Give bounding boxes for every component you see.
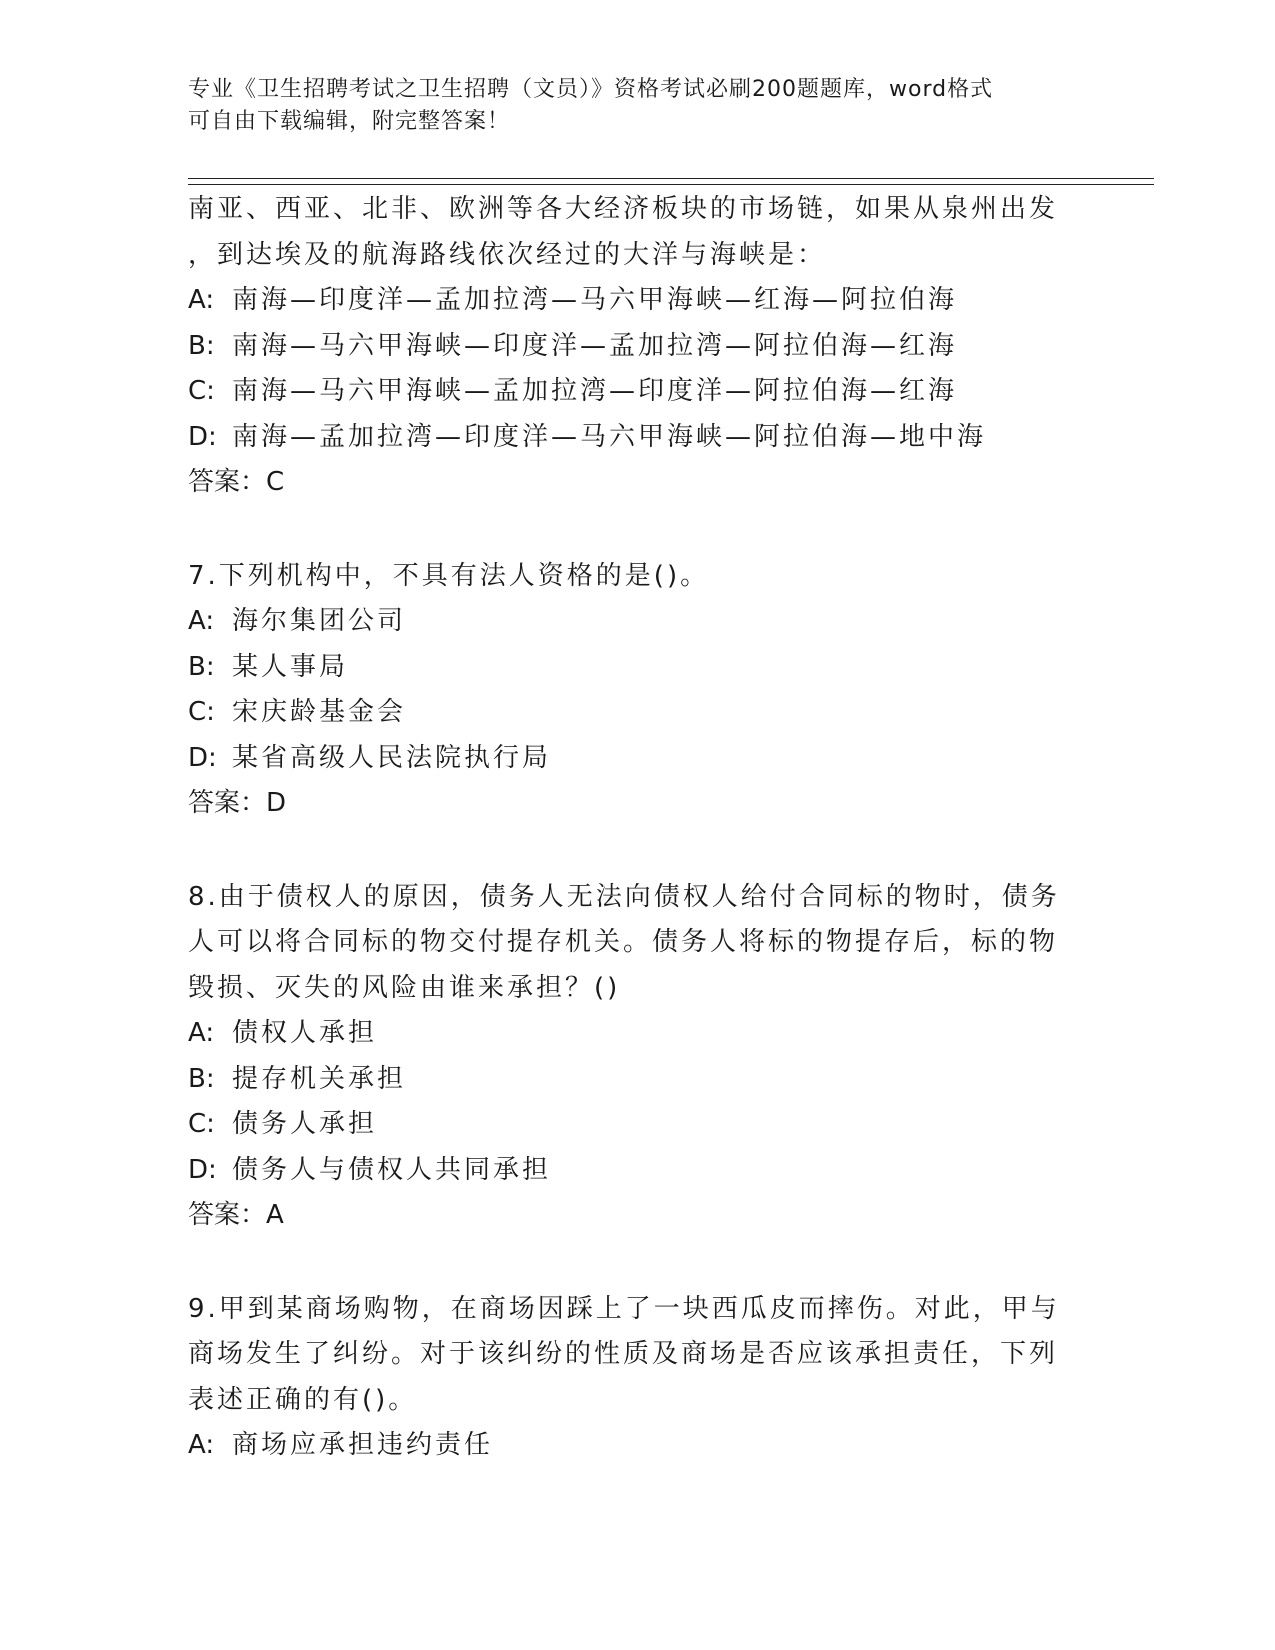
option-b bbox=[188, 1057, 1068, 1103]
option-label: A: bbox=[188, 1430, 215, 1460]
question-stem-line: 人可以将合同标的物交付提存机关。债务人将标的物提存后，标的物 bbox=[188, 927, 1059, 957]
option-text: 债务人与债权人共同承担 bbox=[232, 1154, 552, 1185]
option-label: C: bbox=[188, 1109, 215, 1139]
question-spacer bbox=[188, 827, 1068, 875]
header-line-1: 专业《卫生招聘考试之卫生招聘（文员）》资格考试必刷200题题库，word格式 bbox=[188, 77, 994, 102]
option-text: 某人事局 bbox=[232, 651, 349, 682]
option-d bbox=[188, 1148, 1068, 1194]
option-text: 债权人承担 bbox=[232, 1018, 378, 1048]
option-text: 南海—孟加拉湾—印度洋—马六甲海峡—阿拉伯海—地中海 bbox=[232, 421, 987, 452]
option-d bbox=[188, 415, 1068, 461]
question-7 bbox=[188, 554, 1068, 827]
option-c bbox=[188, 690, 1068, 736]
option-text: 债务人承担 bbox=[232, 1109, 378, 1139]
option-b bbox=[188, 645, 1068, 691]
option-text: 宋庆龄基金会 bbox=[232, 697, 407, 727]
question-stem-line: 商场发生了纠纷。对于该纠纷的性质及商场是否应该承担责任，下列 bbox=[188, 1339, 1059, 1369]
header-line-2: 可自由下载编辑，附完整答案！ bbox=[188, 109, 511, 134]
option-text: 某省高级人民法院执行局 bbox=[232, 742, 552, 773]
question-list bbox=[188, 187, 1068, 1469]
option-c bbox=[188, 369, 1068, 415]
option-text: 南海—马六甲海峡—印度洋—孟加拉湾—阿拉伯海—红海 bbox=[232, 330, 958, 361]
option-label: A: bbox=[188, 606, 215, 636]
option-text: 南海—印度洋—孟加拉湾—马六甲海峡—红海—阿拉伯海 bbox=[232, 285, 958, 315]
question-stem-line: 毁损、灭失的风险由谁来承担？() bbox=[188, 972, 621, 1003]
option-a bbox=[188, 599, 1068, 645]
option-label: D: bbox=[188, 742, 217, 773]
option-a bbox=[188, 1423, 1068, 1469]
option-label: D: bbox=[188, 421, 217, 452]
option-a bbox=[188, 278, 1068, 324]
option-label: A: bbox=[188, 285, 215, 315]
option-label: B: bbox=[188, 651, 215, 682]
header-divider-top bbox=[188, 178, 1154, 179]
question-stem-line: ，到达埃及的航海路线依次经过的大洋与海峡是： bbox=[188, 239, 827, 270]
option-label: C: bbox=[188, 376, 215, 406]
question-6 bbox=[188, 187, 1068, 506]
question-stem-line: 南亚、西亚、北非、欧洲等各大经济板块的市场链，如果从泉州出发 bbox=[188, 194, 1059, 224]
option-b bbox=[188, 324, 1068, 370]
option-label: D: bbox=[188, 1154, 217, 1185]
option-label: A: bbox=[188, 1018, 215, 1048]
question-spacer bbox=[188, 1239, 1068, 1287]
question-stem-line: 7.下列机构中，不具有法人资格的是()。 bbox=[188, 560, 710, 591]
answer-line: 答案：C bbox=[188, 467, 285, 497]
option-d bbox=[188, 736, 1068, 782]
option-label: C: bbox=[188, 697, 215, 727]
question-stem-line: 9.甲到某商场购物，在商场因踩上了一块西瓜皮而摔伤。对此，甲与 bbox=[188, 1293, 1060, 1324]
option-a bbox=[188, 1011, 1068, 1057]
option-text: 南海—马六甲海峡—孟加拉湾—印度洋—阿拉伯海—红海 bbox=[232, 376, 958, 406]
option-text: 提存机关承担 bbox=[232, 1063, 407, 1094]
question-9 bbox=[188, 1287, 1068, 1469]
option-c bbox=[188, 1102, 1068, 1148]
question-stem-line: 表述正确的有()。 bbox=[188, 1384, 418, 1415]
option-text: 海尔集团公司 bbox=[232, 606, 407, 636]
question-stem-line: 8.由于债权人的原因，债务人无法向债权人给付合同标的物时，债务 bbox=[188, 881, 1060, 912]
answer-line: 答案：A bbox=[188, 1200, 284, 1230]
option-label: B: bbox=[188, 330, 215, 361]
option-label: B: bbox=[188, 1063, 215, 1094]
option-text: 商场应承担违约责任 bbox=[232, 1430, 494, 1460]
question-8 bbox=[188, 875, 1068, 1239]
question-spacer bbox=[188, 506, 1068, 554]
answer-line: 答案：D bbox=[188, 788, 287, 818]
header-divider-bottom bbox=[188, 184, 1154, 185]
document-header bbox=[188, 74, 1068, 138]
